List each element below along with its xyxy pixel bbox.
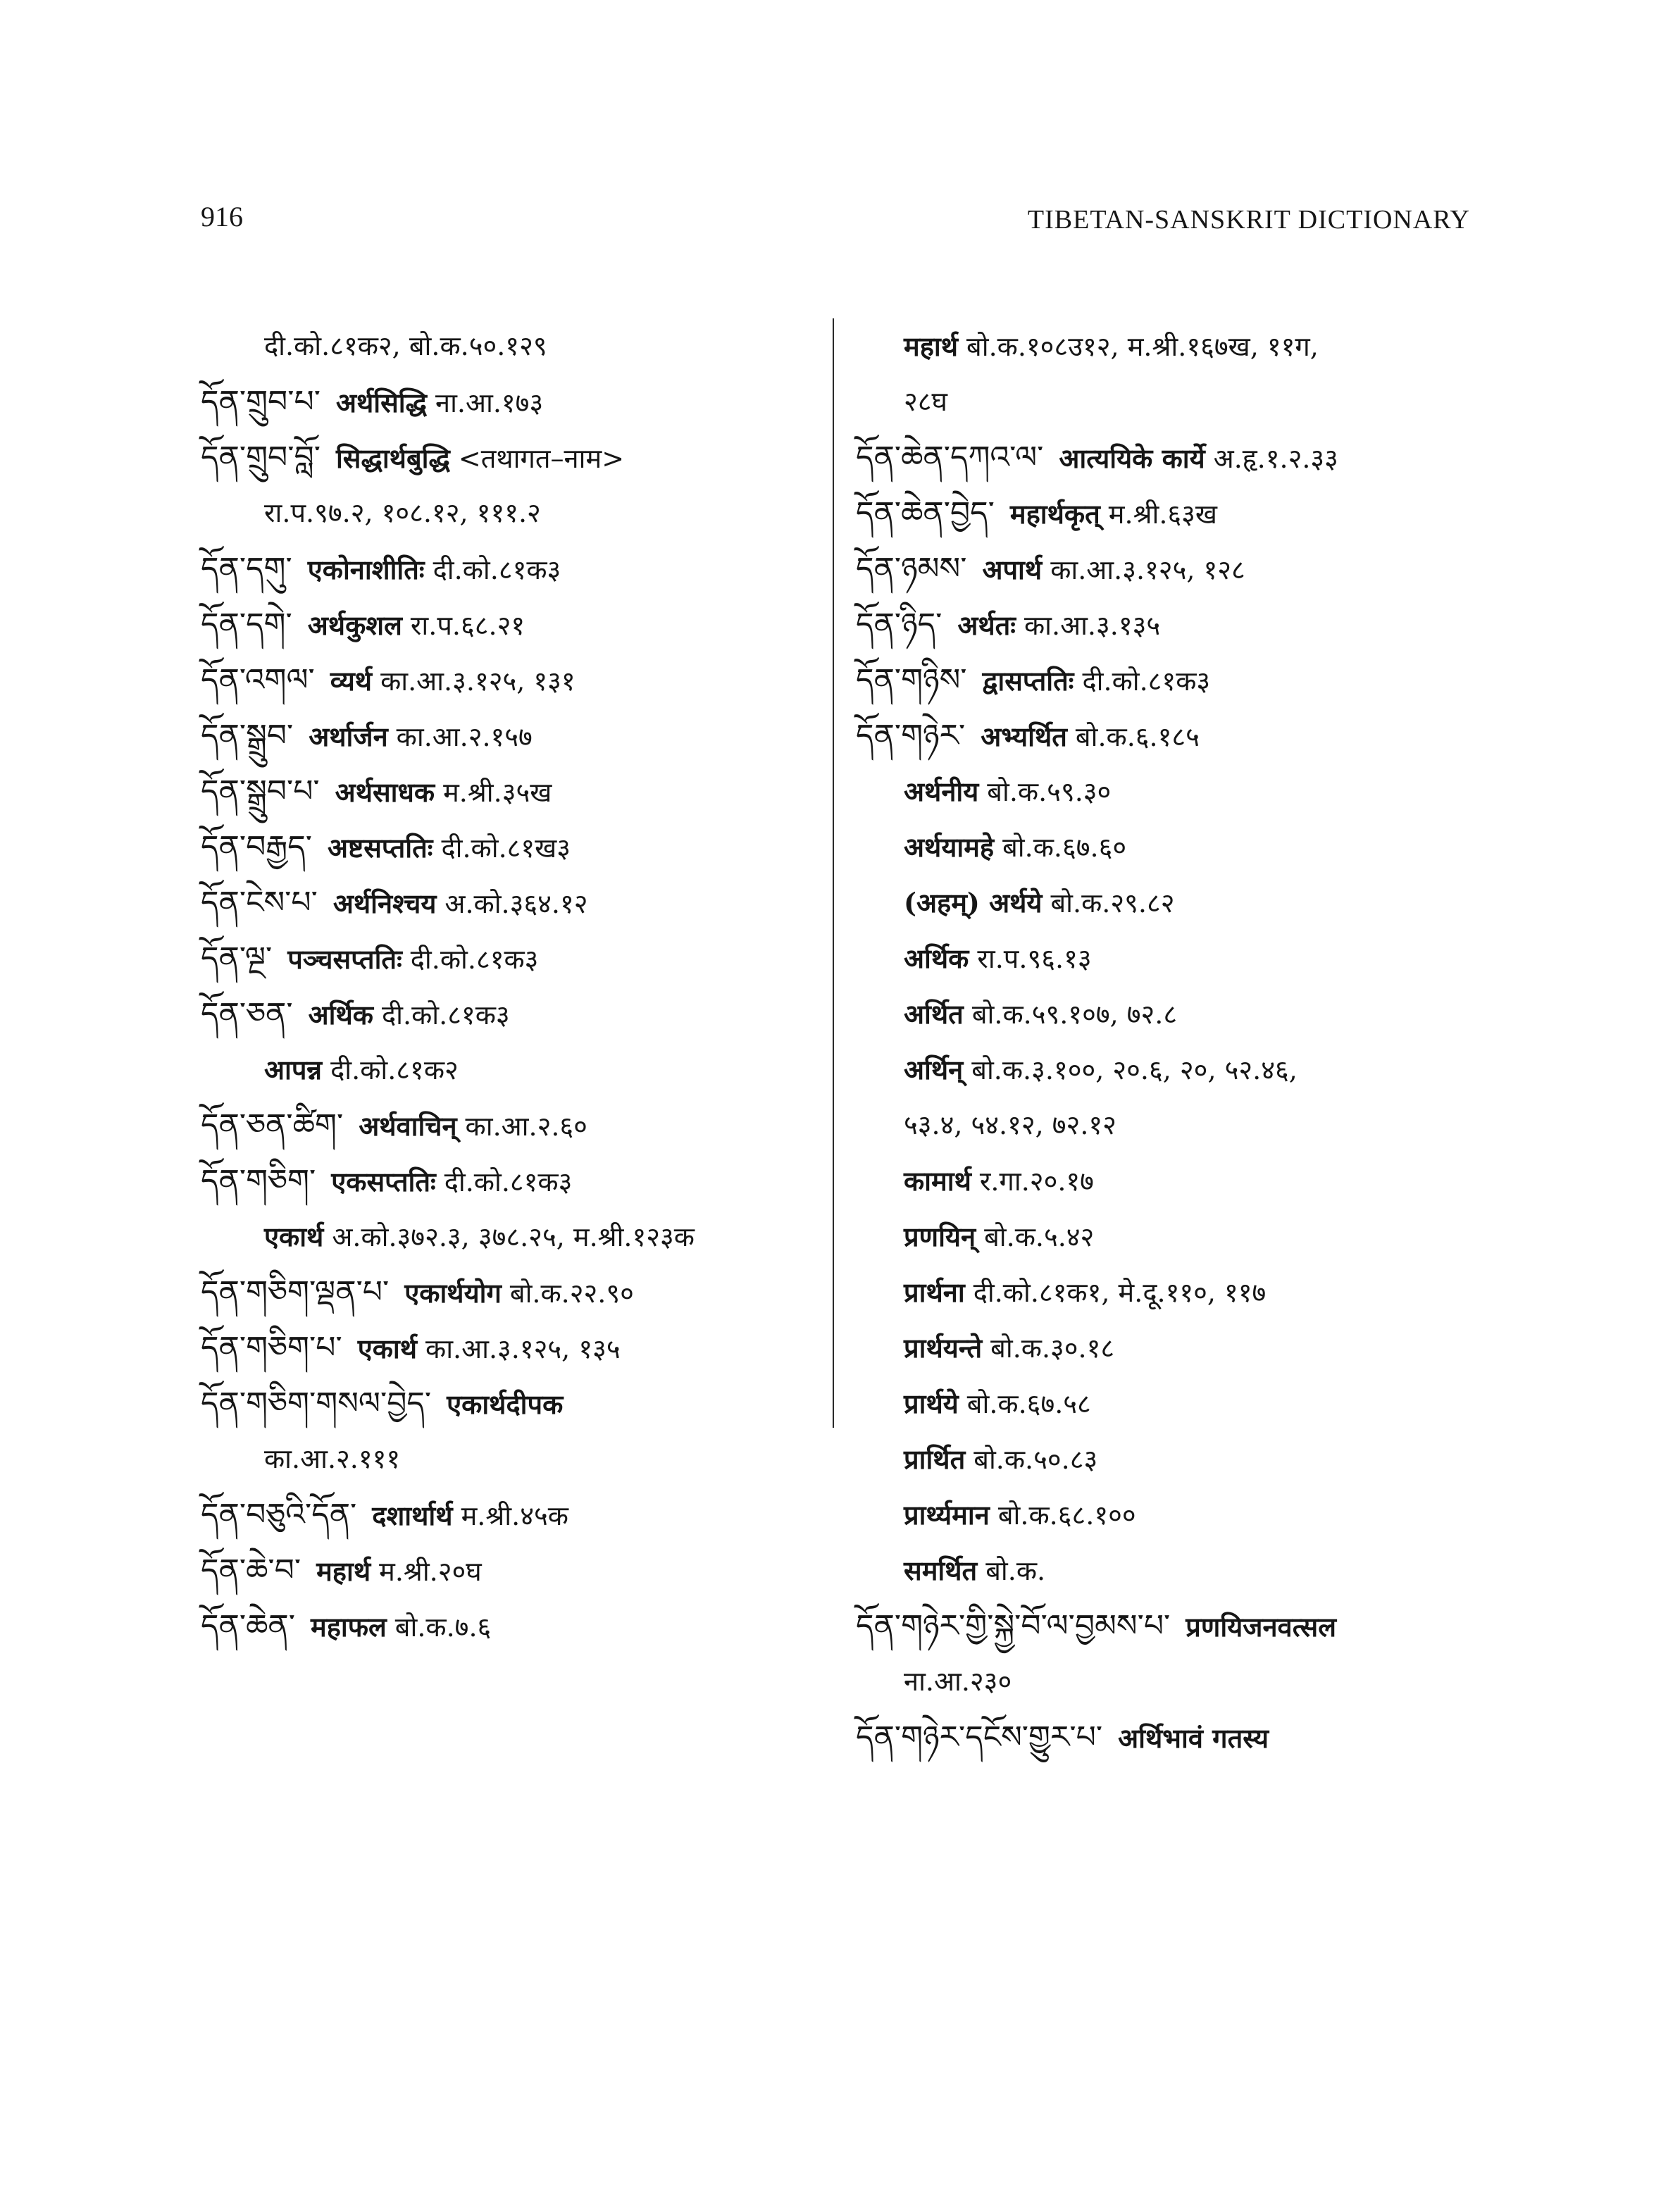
dictionary-entry <box>856 1209 1490 1264</box>
tibetan-headword: དོན་བཅུའི་དོན་ <box>201 1497 357 1533</box>
dictionary-entry <box>201 374 828 430</box>
source-reference: दी.को.८१क१, मे.दू.११०, ११७ <box>973 1277 1267 1308</box>
tibetan-headword: དོན་ཉམས་ <box>856 551 967 587</box>
dictionary-entry <box>856 1376 1490 1431</box>
dictionary-entry <box>856 1654 1490 1710</box>
right-column <box>856 318 1490 1765</box>
source-reference: अ.को.३६४.१२ <box>444 888 588 919</box>
source-reference: बो.क.६७.५८ <box>966 1388 1091 1419</box>
dictionary-entry <box>856 986 1490 1042</box>
dictionary-entry <box>201 1209 828 1264</box>
source-reference: दी.को.८१क३ <box>381 1000 510 1031</box>
source-reference: बो.क.५.४२ <box>984 1221 1095 1252</box>
source-reference: बो.क.७.६ <box>394 1612 492 1643</box>
dictionary-entry <box>201 1543 828 1598</box>
dictionary-entry <box>856 819 1490 875</box>
source-reference: दी.को.८१क३ <box>1082 666 1211 697</box>
tibetan-headword: དོན་དགུ་ <box>201 551 292 587</box>
tibetan-headword: དོན་ངེས་པ་ <box>201 885 318 921</box>
dictionary-entry <box>201 764 828 819</box>
dictionary-entry <box>201 597 828 652</box>
source-reference: रा.प.६८.२१ <box>410 610 525 641</box>
source-reference: ५३.४, ५४.१२, ७२.१२ <box>904 1109 1116 1140</box>
sanskrit-equivalent: अर्थार्जन <box>309 721 388 752</box>
tibetan-headword: དོན་ཆེན་བྱེད་ <box>856 495 995 531</box>
tibetan-headword: དོན་སྒྲུབ་པ་ <box>201 773 320 809</box>
source-reference: का.आ.२.६० <box>465 1111 587 1142</box>
sanskrit-equivalent: अर्थित <box>904 998 964 1030</box>
dictionary-entry <box>201 1264 828 1320</box>
sanskrit-equivalent: प्रार्थयन्ते <box>904 1332 983 1364</box>
source-reference: २८घ <box>904 386 947 417</box>
sanskrit-equivalent: अर्थिक <box>904 942 969 974</box>
tibetan-headword: དོན་བརྒྱད་ <box>201 829 312 865</box>
source-reference: र.गा.२०.१७ <box>979 1166 1094 1197</box>
sanskrit-equivalent: अर्थयामहे <box>904 831 995 863</box>
sanskrit-equivalent: प्रार्थ्यमान <box>904 1499 990 1531</box>
source-reference: अ.को.३७२.३, ३७८.२५, म.श्री.१२३क <box>332 1221 695 1252</box>
tibetan-headword: དོན་གཅིག་ལྡན་པ་ <box>201 1274 390 1310</box>
dictionary-entry <box>201 485 828 541</box>
source-reference: अ.हृ.१.२.३३ <box>1213 443 1338 474</box>
source-reference: दी.को.८१क२, बो.क.५०.१२९ <box>264 330 547 361</box>
sanskrit-equivalent: सिद्धार्थबुद्धि <box>335 442 450 474</box>
tibetan-headword: དོན་འགལ་ <box>201 662 315 698</box>
sanskrit-equivalent: प्रार्थित <box>904 1443 966 1475</box>
tibetan-headword: དོན་སྒྲུབ་ <box>201 718 294 754</box>
tibetan-headword: དོན་ཉིད་ <box>856 606 942 642</box>
source-reference: का.आ.२.१५७ <box>396 721 533 752</box>
dictionary-entry <box>201 1042 828 1097</box>
source-reference: बो.क.६८.१०० <box>997 1500 1136 1531</box>
source-reference: दी.को.८१क३ <box>444 1166 573 1197</box>
dictionary-entry <box>201 708 828 764</box>
dictionary-entry <box>201 986 828 1042</box>
source-reference: रा.प.९६.१३ <box>977 943 1092 974</box>
source-reference: का.आ.२.१११ <box>264 1443 401 1474</box>
dictionary-entry <box>856 1710 1490 1765</box>
sanskrit-equivalent: महाफल <box>310 1611 387 1643</box>
source-reference: का.आ.३.१२५, १३५ <box>425 1333 621 1364</box>
source-reference: बो.क.१०८उ१२, म.श्री.१६७ख, ११ग, <box>966 331 1319 362</box>
source-reference: बो.क.५९.१०७, ७२.८ <box>971 999 1178 1030</box>
left-column <box>201 318 828 1654</box>
source-reference: ना.आ.१७३ <box>435 387 544 418</box>
sanskrit-equivalent: अष्टसप्ततिः <box>327 832 433 864</box>
dictionary-entry <box>201 930 828 986</box>
sanskrit-equivalent: एकोनाशीतिः <box>307 554 425 585</box>
source-reference: दी.को.८१क२ <box>330 1054 459 1085</box>
dictionary-entry <box>201 1153 828 1209</box>
dictionary-entry <box>856 597 1490 652</box>
dictionary-entry <box>856 430 1490 485</box>
sanskrit-equivalent: प्रणयिन् <box>904 1221 976 1252</box>
dictionary-entry <box>201 819 828 875</box>
dictionary-entry <box>856 1598 1490 1654</box>
tibetan-headword: དོན་གྲུབ་པ་ <box>201 384 321 420</box>
dictionary-entry <box>856 1153 1490 1209</box>
dictionary-entry <box>856 764 1490 819</box>
sanskrit-equivalent: अर्थिभावं गतस्य <box>1118 1722 1269 1754</box>
sanskrit-equivalent: अर्थसाधक <box>335 776 435 808</box>
source-reference: बो.क.५०.८३ <box>973 1444 1098 1475</box>
source-reference: बो.क.५९.३० <box>987 776 1112 807</box>
column-divider <box>833 318 834 1428</box>
dictionary-entry <box>856 1264 1490 1320</box>
sanskrit-equivalent: कामार्थ <box>904 1165 971 1197</box>
dictionary-entry <box>856 1431 1490 1487</box>
sanskrit-equivalent: अर्थतः <box>957 609 1016 641</box>
source-reference: म.श्री.४५क <box>461 1500 568 1531</box>
running-head: TIBETAN-SANSKRIT DICTIONARY <box>1027 205 1470 235</box>
tibetan-headword: དོན་གྲུབ་བློ་ <box>201 440 321 475</box>
tibetan-headword: དོན་ཅན་ <box>201 996 293 1032</box>
dictionary-entry <box>856 875 1490 930</box>
source-reference: का.आ.३.१३५ <box>1023 610 1161 641</box>
dictionary-entry <box>201 1487 828 1543</box>
dictionary-entry <box>856 318 1490 374</box>
sanskrit-equivalent: एकार्थ <box>357 1333 418 1364</box>
dictionary-entry <box>201 1598 828 1654</box>
source-reference: ना.आ.२३० <box>904 1666 1012 1697</box>
sanskrit-equivalent: व्यर्थ <box>330 665 373 697</box>
sanskrit-equivalent: अर्थवाचिन् <box>359 1110 457 1142</box>
tibetan-headword: དོན་ཆེན་དཀའ་ལ་ <box>856 440 1044 475</box>
source-reference: म.श्री.३५ख <box>443 777 552 808</box>
sanskrit-equivalent: दशार्थार्थ <box>372 1500 453 1531</box>
sanskrit-equivalent: अर्थनिश्चय <box>332 888 437 919</box>
sanskrit-equivalent: आपन्न <box>264 1054 323 1085</box>
dictionary-entry <box>856 1487 1490 1543</box>
dictionary-entry <box>856 374 1490 430</box>
source-reference: बो.क.३.१००, २०.६, २०, ५२.४६, <box>971 1054 1298 1085</box>
sanskrit-equivalent: अर्थिक <box>308 999 373 1031</box>
source-reference: का.आ.३.१२५, १२८ <box>1050 554 1245 585</box>
sanskrit-equivalent: द्वासप्ततिः <box>982 665 1074 697</box>
sanskrit-equivalent: अपार्थ <box>982 554 1043 585</box>
source-reference: बो.क. <box>985 1555 1046 1586</box>
dictionary-entry <box>201 430 828 485</box>
sanskrit-equivalent: अर्थसिद्धि <box>335 387 427 418</box>
tibetan-headword: དོན་གཅིག་ <box>201 1163 316 1199</box>
tibetan-headword: དོན་གཉེར་གྱི་སྐྱེ་བོ་ལ་བྱམས་པ་ <box>856 1608 1171 1644</box>
dictionary-entry <box>856 1097 1490 1153</box>
source-reference: बो.क.३०.१८ <box>990 1333 1115 1364</box>
dictionary-entry <box>856 1543 1490 1598</box>
source-reference: दी.को.८१ख३ <box>441 833 571 864</box>
dictionary-entry <box>856 1320 1490 1376</box>
tibetan-headword: དོན་ཆེ་བ་ <box>201 1552 301 1588</box>
tibetan-headword: དོན་གཅིག་གསལ་བྱེད་ <box>201 1386 432 1421</box>
dictionary-entry <box>201 1431 828 1487</box>
dictionary-entry <box>201 1320 828 1376</box>
sanskrit-equivalent: प्रार्थना <box>904 1276 965 1308</box>
sanskrit-equivalent: (अहम्) अर्थये <box>904 887 1043 919</box>
sanskrit-equivalent: अर्थनीय <box>904 776 979 807</box>
sanskrit-equivalent: महार्थकृत् <box>1009 498 1100 530</box>
dictionary-entry <box>201 541 828 597</box>
tibetan-headword: དོན་གཉེར་དངོས་གྱུར་པ་ <box>856 1719 1103 1755</box>
dictionary-entry <box>856 1042 1490 1097</box>
dictionary-entry <box>856 708 1490 764</box>
dictionary-entry <box>201 1097 828 1153</box>
source-reference: रा.प.९७.२, १०८.१२, १११.२ <box>264 497 541 528</box>
dictionary-entry <box>856 930 1490 986</box>
source-reference: बो.क.६.१८५ <box>1075 721 1200 752</box>
tibetan-headword: དོན་དགེ་ <box>201 606 292 642</box>
sanskrit-equivalent: पञ्चसप्ततिः <box>287 943 402 975</box>
dictionary-entry <box>201 1376 828 1431</box>
tibetan-headword: དོན་ཅན་ཚིག་ <box>201 1107 344 1143</box>
sanskrit-equivalent: एकार्थदीपक <box>447 1388 564 1420</box>
source-reference: दी.को.८१क३ <box>433 554 561 585</box>
source-reference: म.श्री.२०घ <box>379 1556 482 1587</box>
dictionary-entry <box>201 318 828 374</box>
sanskrit-equivalent: एकार्थ <box>264 1221 324 1252</box>
tibetan-headword: དོན་ཆེན་ <box>201 1608 295 1644</box>
tibetan-headword: དོན་གཉིས་ <box>856 662 967 698</box>
tibetan-headword: དོན་གཉེར་ <box>856 718 966 754</box>
dictionary-entry <box>201 652 828 708</box>
sanskrit-equivalent: महार्थ <box>316 1555 371 1587</box>
dictionary-entry <box>856 541 1490 597</box>
source-reference: का.आ.३.१२५, १३१ <box>380 666 575 697</box>
source-reference: <तथागत–नाम> <box>458 443 625 474</box>
source-reference: बो.क.२२.९० <box>509 1278 634 1309</box>
dictionary-entry <box>201 875 828 930</box>
page-number: 916 <box>201 201 243 232</box>
sanskrit-equivalent: अर्थकुशल <box>307 609 402 641</box>
sanskrit-equivalent: एकार्थयोग <box>404 1277 502 1309</box>
tibetan-headword: དོན་གཅིག་པ་ <box>201 1330 342 1366</box>
sanskrit-equivalent: महार्थ <box>904 330 959 362</box>
sanskrit-equivalent: आत्ययिके कार्ये <box>1059 442 1205 474</box>
sanskrit-equivalent: समर्थित <box>904 1555 978 1586</box>
sanskrit-equivalent: प्रणयिजनवत्सल <box>1186 1611 1337 1643</box>
sanskrit-equivalent: अभ्यर्थित <box>981 721 1067 752</box>
source-reference: बो.क.६७.६० <box>1002 832 1127 863</box>
source-reference: दी.को.८१क३ <box>410 944 539 975</box>
sanskrit-equivalent: अर्थिन् <box>904 1054 964 1085</box>
sanskrit-equivalent: प्रार्थये <box>904 1388 959 1419</box>
sanskrit-equivalent: एकसप्ततिः <box>331 1166 436 1197</box>
source-reference: बो.क.२९.८२ <box>1050 888 1175 919</box>
dictionary-entry <box>856 485 1490 541</box>
tibetan-headword: དོན་ལྔ་ <box>201 940 273 976</box>
source-reference: म.श्री.६३ख <box>1108 499 1218 530</box>
dictionary-entry <box>856 652 1490 708</box>
